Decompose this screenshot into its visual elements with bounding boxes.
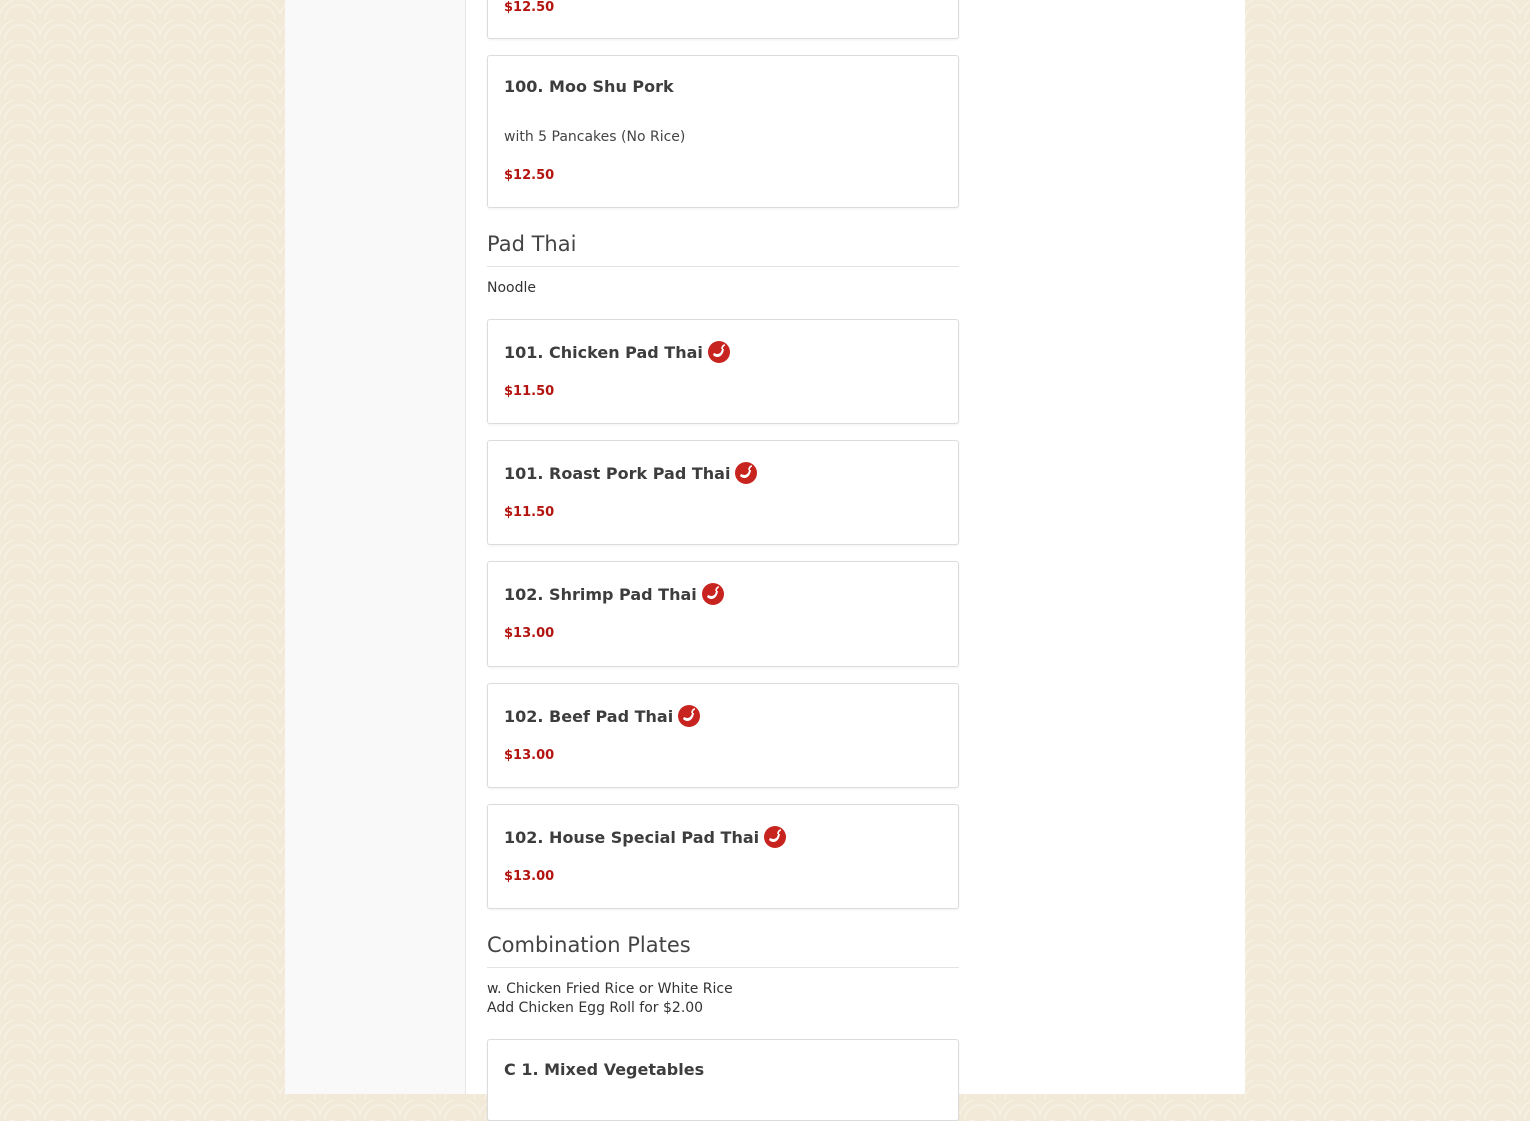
menu-item-card[interactable] [487, 440, 959, 545]
item-price: $12.50 [504, 0, 555, 15]
section-subtitle: Noodle [487, 280, 536, 296]
menu-item-card[interactable] [487, 319, 959, 424]
spicy-pepper-icon [763, 825, 787, 849]
menu-item-card[interactable] [487, 1039, 959, 1121]
item-price: $13.00 [504, 626, 555, 641]
menu-item-card[interactable] [487, 0, 959, 39]
menu-item-card[interactable] [487, 804, 959, 909]
category-sidebar [285, 0, 466, 1094]
section-title-combination-plates: Combination Plates [487, 933, 959, 968]
menu-item-card[interactable] [487, 561, 959, 667]
item-price: $13.00 [504, 748, 555, 763]
section-note: Add Chicken Egg Roll for $2.00 [487, 1000, 704, 1016]
item-name-row [504, 340, 731, 364]
item-name-row [504, 704, 701, 728]
item-name-row [504, 461, 758, 485]
item-description: with 5 Pancakes (No Rice) [504, 129, 686, 145]
item-name: 102. Beef Pad Thai [504, 706, 674, 726]
item-name: 101. Chicken Pad Thai [504, 342, 703, 362]
item-price: $12.50 [504, 168, 555, 183]
item-name-row [504, 582, 725, 606]
item-price: $11.50 [504, 384, 555, 399]
item-name: 100. Moo Shu Pork [504, 77, 674, 96]
spicy-pepper-icon [701, 582, 725, 606]
item-name: 102. House Special Pad Thai [504, 827, 760, 847]
item-name: 101. Roast Pork Pad Thai [504, 463, 731, 483]
section-title-pad-thai: Pad Thai [487, 232, 959, 267]
spicy-pepper-icon [734, 461, 758, 485]
menu-item-card[interactable] [487, 55, 959, 208]
item-price: $11.50 [504, 505, 555, 520]
section-note: w. Chicken Fried Rice or White Rice [487, 981, 733, 997]
item-price: $13.00 [504, 869, 555, 884]
item-name-row [504, 825, 787, 849]
page-container [285, 0, 1245, 1094]
spicy-pepper-icon [677, 704, 701, 728]
spicy-pepper-icon [707, 340, 731, 364]
item-name: 102. Shrimp Pad Thai [504, 584, 697, 604]
menu-item-card[interactable] [487, 683, 959, 788]
item-name: C 1. Mixed Vegetables [504, 1060, 705, 1079]
